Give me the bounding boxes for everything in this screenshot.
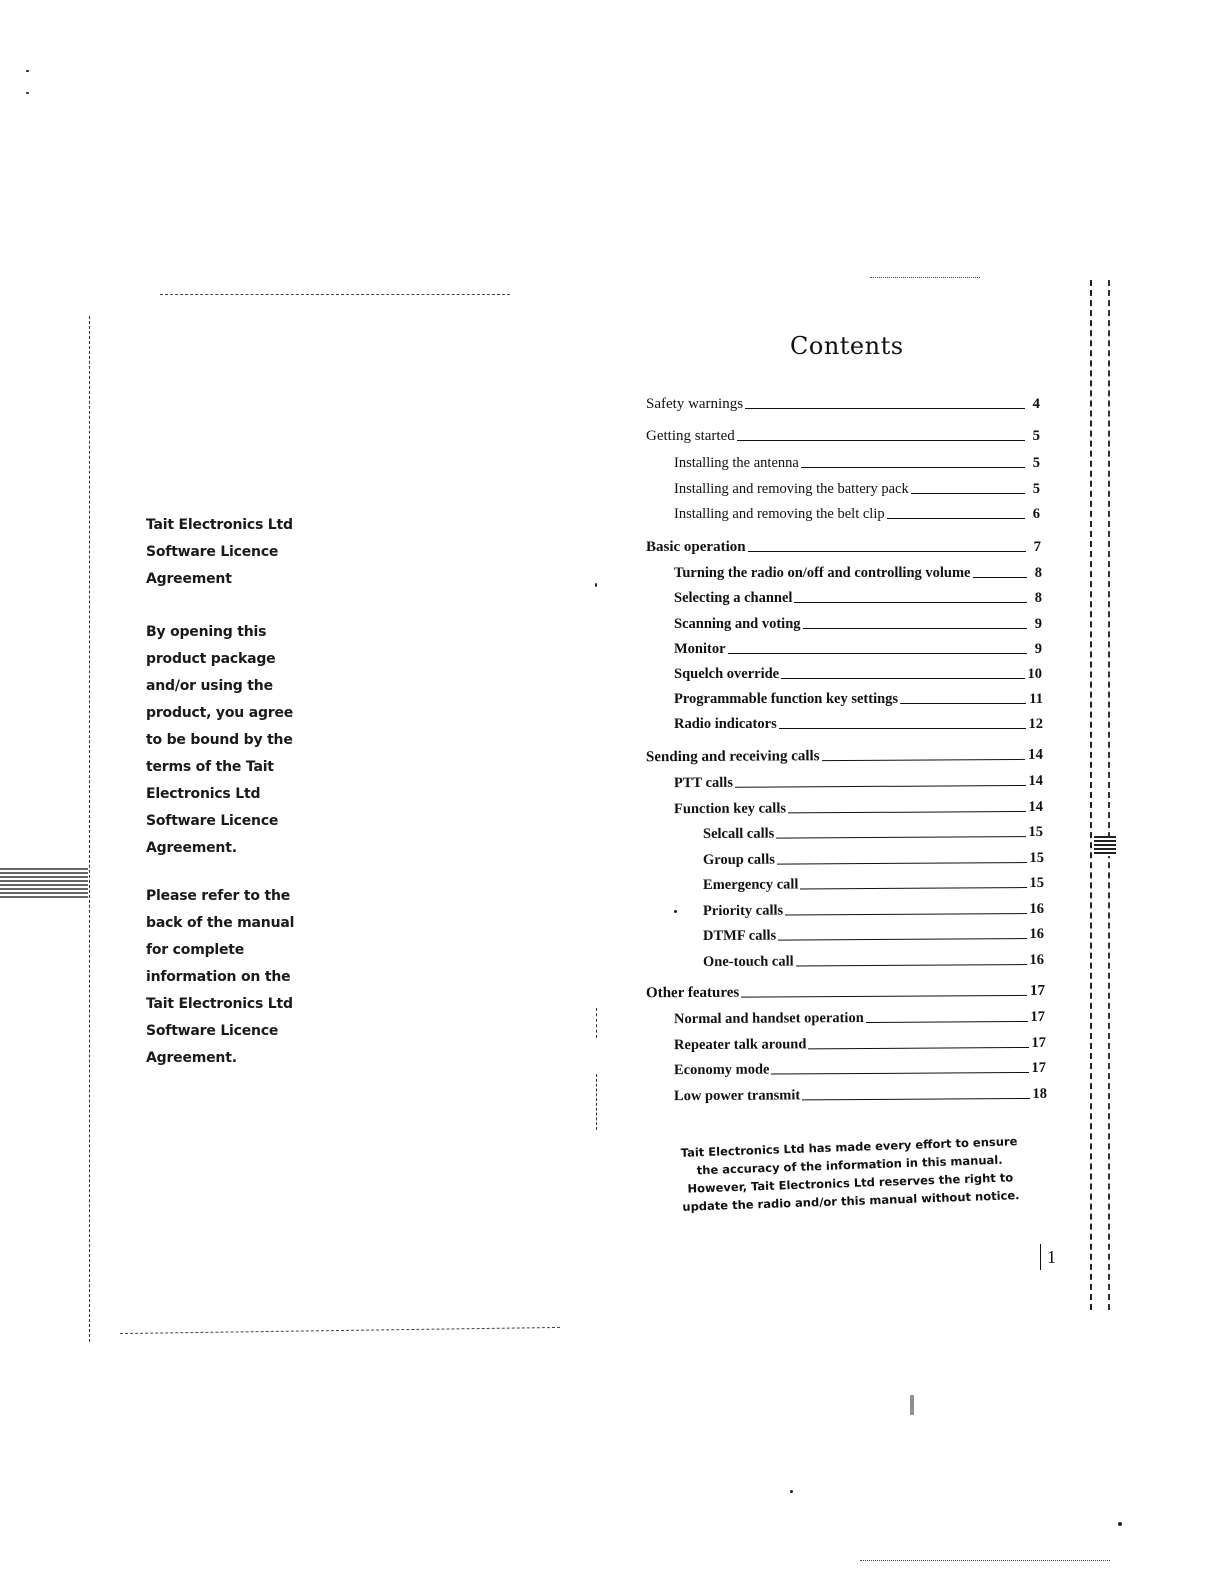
toc-leader-line — [801, 467, 1025, 468]
text-line: By opening this — [146, 624, 267, 640]
toc-entry-title: Normal and handset operation — [673, 1009, 864, 1028]
text-line: terms of the Tait — [146, 759, 274, 775]
toc-entry — [703, 898, 1044, 920]
toc-entry — [674, 1057, 1046, 1079]
toc-entry-title: Basic operation — [646, 539, 746, 555]
toc-entry-page: 15 — [1029, 849, 1045, 867]
toc-entry — [674, 663, 1042, 683]
toc-leader-line — [900, 703, 1026, 704]
toc-entry-page: 17 — [1030, 1008, 1046, 1025]
toc-entry-page: 8 — [1034, 590, 1042, 606]
toc-entry-page: 17 — [1031, 1034, 1047, 1051]
right-page-edge — [1090, 280, 1110, 1310]
toc-leader-line — [745, 408, 1025, 409]
toc-entry-title: Installing the antenna — [674, 455, 799, 471]
scan-bottom-edge — [120, 1327, 560, 1334]
toc-leader-line — [911, 493, 1025, 494]
scan-smudge-right — [1094, 836, 1116, 856]
text-line: Software Licence — [146, 1023, 279, 1039]
toc-entry-title: Sending and receiving calls — [645, 748, 820, 766]
toc-entry-title: Squelch override — [674, 666, 780, 682]
scan-speck — [910, 1395, 914, 1415]
toc-entry — [646, 425, 1040, 445]
toc-leader-line — [737, 440, 1025, 441]
toc-entry-page: 10 — [1027, 666, 1042, 682]
text-line: Electronics Ltd — [146, 786, 261, 802]
toc-entry — [703, 821, 1043, 843]
page-number: 1 — [1040, 1244, 1056, 1270]
toc-entry-page: 16 — [1029, 900, 1045, 918]
toc-leader-line — [866, 1021, 1028, 1023]
toc-entry-title: Selecting a channel — [674, 590, 793, 606]
text-line: Software Licence — [146, 544, 279, 560]
scan-speck — [674, 910, 677, 913]
scan-speck — [1118, 1522, 1122, 1526]
toc-entry-page: 18 — [1032, 1085, 1048, 1102]
scan-speck — [595, 583, 597, 587]
scan-smudge-left — [0, 868, 88, 898]
toc-entry — [674, 452, 1040, 472]
text-line: and/or using the — [146, 678, 273, 694]
toc-entry — [674, 503, 1040, 523]
toc-leader-line — [794, 602, 1027, 603]
toc-entry — [646, 536, 1041, 556]
toc-entry-title: Repeater talk around — [673, 1036, 807, 1054]
toc-entry-title: Selcall calls — [702, 825, 775, 843]
toc-leader-line — [796, 964, 1027, 966]
toc-entry-title: Getting started — [646, 428, 735, 444]
toc-entry-page: 9 — [1034, 616, 1042, 632]
toc-entry-title: Scanning and voting — [674, 616, 801, 632]
toc-entry — [674, 638, 1042, 658]
toc-leader-line — [728, 653, 1027, 654]
toc-entry — [674, 713, 1043, 733]
toc-entry-title: Monitor — [674, 641, 726, 657]
licence-paragraph-2 — [146, 883, 316, 1072]
toc-leader-line — [748, 551, 1026, 552]
text-line: for complete — [146, 942, 245, 958]
toc-leader-line — [973, 577, 1028, 578]
toc-entry-page: 14 — [1027, 746, 1044, 763]
text-line: Agreement. — [146, 1050, 237, 1066]
toc-entry-page: 16 — [1029, 925, 1045, 943]
toc-entry-title: Low power transmit — [673, 1087, 801, 1105]
toc-entry-page: 5 — [1032, 481, 1040, 497]
toc-entry — [646, 393, 1040, 413]
toc-entry — [674, 796, 1043, 818]
toc-entry-title: Installing and removing the belt clip — [674, 506, 885, 522]
text-line: Tait Electronics Ltd — [146, 996, 293, 1012]
toc-entry-page: 12 — [1028, 716, 1043, 732]
center-fold-marks — [596, 1008, 597, 1038]
toc-entry-page: 5 — [1032, 428, 1040, 444]
toc-entry — [646, 980, 1045, 1002]
toc-entry-page: 15 — [1028, 823, 1044, 841]
toc-entry-title: Economy mode — [673, 1061, 770, 1079]
toc-entry-page: 14 — [1028, 772, 1044, 789]
left-page-edge — [89, 316, 90, 1342]
toc-entry — [646, 744, 1043, 766]
toc-entry-page: 6 — [1032, 506, 1040, 522]
toc-entry — [703, 872, 1044, 894]
toc-entry — [703, 923, 1044, 945]
toc-entry-title: Group calls — [702, 851, 775, 869]
toc-entry-title: DTMF calls — [702, 927, 777, 945]
toc-entry — [674, 613, 1042, 633]
toc-entry-title: Radio indicators — [674, 716, 777, 732]
scan-speck — [26, 70, 29, 72]
toc-leader-line — [800, 887, 1026, 889]
toc-entry — [703, 847, 1044, 869]
toc-leader-line — [777, 862, 1027, 865]
licence-paragraph-1 — [146, 619, 316, 862]
toc-leader-line — [735, 785, 1026, 788]
text-line: Agreement — [146, 571, 232, 587]
toc-entry — [674, 770, 1043, 792]
toc-entry-page: 11 — [1029, 691, 1043, 707]
text-line: Tait Electronics Ltd — [146, 517, 293, 533]
toc-entry-page: 8 — [1034, 565, 1042, 581]
toc-entry — [674, 1032, 1046, 1054]
toc-entry-page: 16 — [1029, 951, 1045, 969]
toc-entry — [674, 478, 1040, 498]
center-fold-marks-lower — [596, 1074, 597, 1130]
toc-leader-line — [776, 836, 1025, 839]
toc-entry-page: 9 — [1034, 641, 1042, 657]
text-line: Agreement. — [146, 840, 237, 856]
toc-entry-page: 14 — [1028, 798, 1044, 815]
toc-leader-line — [781, 678, 1024, 679]
toc-leader-line — [741, 995, 1027, 998]
toc-leader-line — [779, 728, 1026, 729]
disclaimer-note: Tait Electronics Ltd has made every effort to ensure the accuracy of the information in this manual. However, Tait Electronics Ltd reserves the right to update the radio and/or this manual without notice. — [680, 1134, 1020, 1214]
toc-entry-page: 5 — [1032, 455, 1040, 471]
toc-entry-title: Other features — [645, 984, 740, 1002]
toc-entry — [674, 562, 1042, 582]
toc-leader-line — [785, 913, 1026, 915]
toc-leader-line — [822, 759, 1026, 761]
toc-entry-title: Safety warnings — [646, 396, 744, 412]
toc-entry — [674, 688, 1043, 708]
contents-title: Contents — [790, 332, 904, 360]
text-line: to be bound by the — [146, 732, 293, 748]
toc-entry-title: Emergency call — [702, 876, 799, 894]
toc-entry-page: 7 — [1033, 539, 1041, 555]
toc-leader-line — [887, 518, 1025, 519]
toc-entry-page: 15 — [1029, 874, 1045, 892]
toc-leader-line — [778, 938, 1026, 941]
toc-entry-title: Programmable function key settings — [674, 691, 899, 707]
toc-leader-line — [788, 811, 1026, 813]
toc-entry-title: One-touch call — [702, 953, 794, 971]
toc-entry-page: 17 — [1031, 1059, 1047, 1076]
toc-entry-page: 17 — [1029, 982, 1046, 999]
toc-entry-title: Turning the radio on/off and controlling volume — [674, 565, 971, 581]
toc-entry-title: PTT calls — [673, 774, 734, 792]
toc-entry — [674, 1083, 1047, 1105]
text-line: product, you agree — [146, 705, 294, 721]
toc-leader-line — [803, 628, 1027, 629]
toc-leader-line — [802, 1098, 1029, 1100]
text-line: Please refer to the — [146, 888, 291, 904]
scan-speck — [790, 1490, 793, 1493]
toc-entry — [674, 587, 1042, 607]
toc-entry-page: 4 — [1032, 396, 1040, 412]
toc-entry-title: Priority calls — [702, 902, 784, 920]
toc-entry — [674, 1006, 1045, 1028]
scan-top-edge-right — [870, 277, 980, 278]
text-line: Software Licence — [146, 813, 279, 829]
toc-entry-title: Function key calls — [673, 800, 787, 818]
toc-leader-line — [772, 1072, 1029, 1075]
licence-heading — [146, 512, 316, 593]
text-line: back of the manual — [146, 915, 295, 931]
text-line: information on the — [146, 969, 291, 985]
text-line: product package — [146, 651, 276, 667]
toc-entry-title: Installing and removing the battery pack — [674, 481, 909, 497]
toc-entry — [703, 949, 1044, 971]
scan-speck — [26, 92, 29, 94]
scan-page-bottom-edge — [860, 1560, 1110, 1561]
scan-top-edge-left — [160, 294, 510, 295]
toc-leader-line — [808, 1047, 1028, 1049]
